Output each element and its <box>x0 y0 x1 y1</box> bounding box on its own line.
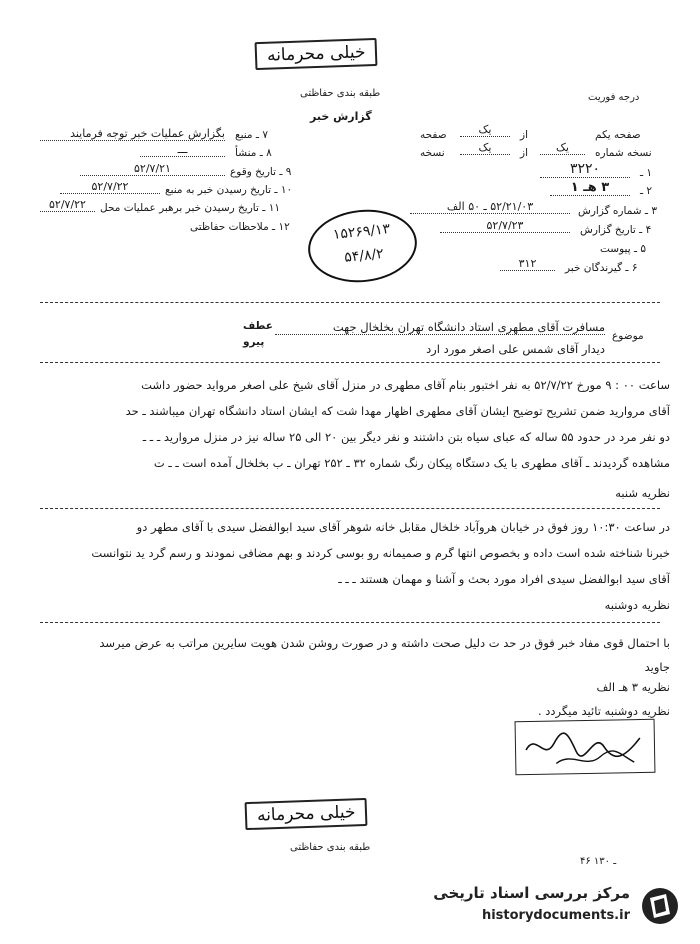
page-number-label: صفحه یکم <box>595 129 641 141</box>
body-line-8: با احتمال قوی مفاد خبر فوق در حد ت دلیل صحت داشته و در صورت روشن شدن هویت سایرین مراتب به عرض میرسد <box>99 636 670 650</box>
body-line-9: جاوید <box>644 660 670 674</box>
origin-value: ـــ <box>140 143 225 157</box>
subject-divider <box>40 362 660 363</box>
report-number-value: ۵۲/۲۱/۰۳ ـ ۵۰ الف <box>410 200 570 214</box>
signature-box <box>515 719 656 775</box>
body-line-4: مشاهده گردیدند ـ آقای مطهری با یک دستگاه پیکان رنگ شماره ۳۲ ـ ۲۵۲ تهران ـ ب بخلخال آمده است ـ ـ ت <box>153 456 670 470</box>
classification-caption: طبقه بندی حفاظتی <box>300 88 381 99</box>
field-1-value: ۳۲۲۰ <box>540 161 630 178</box>
local-leader-receipt-date-value: ۵۲/۷/۲۲ <box>40 198 95 212</box>
left-fields <box>40 125 293 245</box>
field-2-value: ۳ هـ ۱ <box>550 180 630 196</box>
recipients-value: ۳۱۲ <box>500 257 555 271</box>
copy-word-label: نسخه <box>420 147 445 159</box>
page-total-value: یک <box>460 123 510 137</box>
reference-label: عطف <box>243 320 273 332</box>
body-divider-2 <box>40 622 660 623</box>
header-divider <box>40 302 660 303</box>
body-note-1: نظریه شنبه <box>615 486 670 500</box>
report-title: گزارش خبر <box>310 110 372 123</box>
page-of-label: از <box>520 129 528 141</box>
top-classification-stamp: خیلی محرمانه <box>255 38 378 70</box>
watermark-url: historydocuments.ir <box>481 908 630 923</box>
page-word-label: صفحه <box>420 129 447 141</box>
body-line-1: ساعت ۰۰ : ۹ مورخ ۵۲/۷/۲۲ به نفر اختبور بنام آقای مطهری در منزل آقای شیخ علی اصغر مرواید حضور داشت <box>141 378 670 392</box>
body-line-2: آقای مروارید ضمن تشریح توضیح ایشان آقای مطهری اظهار مهدا شت که ایشان استاد دانشگاه تهران میباشند ـ حد <box>125 404 670 418</box>
bottom-classification-caption: طبقه بندی حفاظتی <box>290 842 371 853</box>
right-fields <box>400 125 660 285</box>
registration-date: ۵۴/۸/۲ <box>343 245 385 266</box>
local-leader-receipt-date-label: ۱۱ ـ تاریخ رسیدن خبر برهبر عملیات محل <box>100 202 280 214</box>
body-divider-1 <box>40 508 660 509</box>
security-notes-label: ۱۲ ـ ملاحظات حفاظتی <box>190 221 290 233</box>
form-number: ۴۶ ـ ۱۳۰ <box>580 856 617 867</box>
field-1-label: ۱ ـ <box>640 167 653 179</box>
source-receipt-date-value: ۵۲/۷/۲۲ <box>60 180 160 194</box>
report-date-value: ۵۲/۷/۲۳ <box>440 219 570 233</box>
watermark-title: مرکز بررسی اسناد تاریخی <box>433 884 630 902</box>
body-line-5: در ساعت ۱۰:۳۰ روز فوق در خیابان هروآباد خلخال مقابل خانه شوهر آقای سید ابوالفضل سیدی با آقای مطهر دو <box>136 520 670 534</box>
occurrence-date-label: ۹ ـ تاریخ وقوع <box>230 166 292 178</box>
registration-number: ۱۵۲۶۹/۱۳ <box>332 221 391 243</box>
signature-scribble-icon <box>516 720 653 772</box>
follow-up-label: پیرو <box>243 336 265 348</box>
copy-total-value: یک <box>460 141 510 155</box>
attachment-label: ۵ ـ پیوست <box>600 243 647 255</box>
origin-label: ۸ ـ منشأ <box>235 147 272 159</box>
report-number-label: ۳ ـ شماره گزارش <box>578 205 657 217</box>
body-note-4: نظریه دوشنبه تائید میگردد . <box>537 704 670 718</box>
body-line-6: خبرنا شناخته شده است داده و بخصوص انتها گرم و صمیمانه رو بوسی کردند و بهم مضافی نمودند و رسم گرد ید نتوانست <box>91 546 670 560</box>
report-date-label: ۴ ـ تاریخ گزارش <box>580 224 652 236</box>
subject-line-2: دیدار آقای شمس علی اصغر مورد ارد <box>426 342 605 356</box>
copy-number-label: نسخه شماره <box>595 147 652 159</box>
watermark-footer <box>420 880 688 938</box>
recipients-label: ۶ ـ گیرندگان خبر <box>565 262 638 274</box>
urgency-label: درجه فوریت <box>588 92 640 103</box>
bottom-classification-stamp: خیلی محرمانه <box>245 798 368 830</box>
body-note-3: نظریه ۳ هـ الف <box>596 680 670 694</box>
field-2-label: ۲ ـ <box>640 185 653 197</box>
body-note-2: نظریه دوشنبه <box>604 598 670 612</box>
body-line-7: آقای سید ابوالفضل سیدی افراد مورد بحث و آشنا و مهمان هستند ـ ـ ـ <box>338 572 670 586</box>
source-value: بگزارش عملیات خبر توجه فرمایند <box>40 127 225 141</box>
copy-number-value: یک <box>540 141 585 155</box>
archive-logo-icon <box>640 886 680 926</box>
source-receipt-date-label: ۱۰ ـ تاریخ رسیدن خبر به منبع <box>165 184 293 196</box>
copy-of-label: از <box>520 147 528 159</box>
subject-line-1: مسافرت آقای مطهری استاد دانشگاه تهران بخلخال جهت <box>275 320 605 335</box>
body-line-3: دو نفر مرد در حدود ۵۵ ساله که عبای سیاه بتن داشتند و نفر دیگر بین ۲۰ الی ۲۵ ساله نیز در منزل مروارید ـ ـ ـ <box>142 430 670 444</box>
occurrence-date-value: ۵۲/۷/۲۱ <box>80 162 225 176</box>
source-label: ۷ ـ منبع <box>235 129 268 141</box>
subject-label: موضوع <box>612 330 644 342</box>
